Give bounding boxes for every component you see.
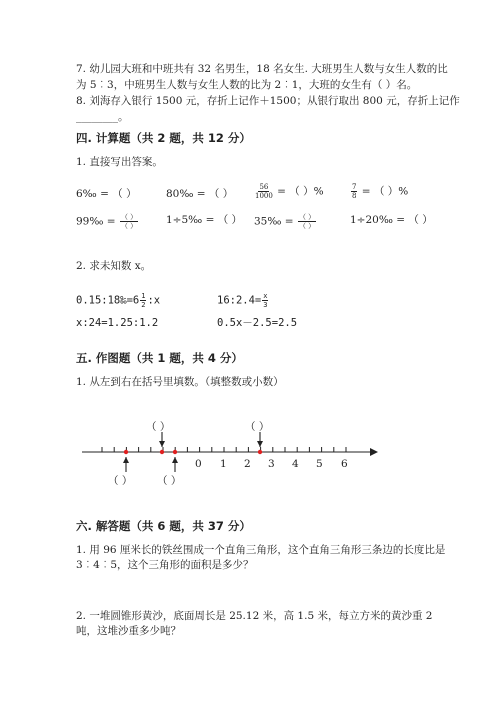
marked-point bbox=[124, 450, 128, 454]
pointer-arrow-icon bbox=[257, 441, 263, 447]
equation-4: 0.5x－2.5=2.5 bbox=[217, 317, 298, 329]
blank-lower-1[interactable]: （ ） bbox=[108, 475, 133, 487]
equation-2: 16:2.4= $\frac{x}{3}$ bbox=[217, 292, 268, 309]
marked-point bbox=[258, 450, 262, 454]
marked-point bbox=[173, 450, 177, 454]
calc-r2c1: 99‰ = $\frac{( )}{( )}$ bbox=[76, 213, 138, 230]
s6-q2-line1: 2. 一堆圆锥形黄沙，底面周长是 25.12 米，高 1.5 米，每立方米的黄沙重 2 bbox=[76, 610, 433, 622]
section5-heading: 五. 作图题（共 1 题，共 4 分） bbox=[76, 351, 243, 365]
calc-r2c4: 1÷20‰ = （ ） bbox=[350, 214, 433, 226]
tick-label-1: 1 bbox=[220, 458, 227, 470]
fraction-blank[interactable]: $\frac{( )}{( )}$ bbox=[120, 213, 138, 230]
q7-line1: 7. 幼儿园大班和中班共有 32 名男生，18 名女生. 大班男生人数与女生人数的比 bbox=[76, 63, 448, 75]
q8-line2: ________。 bbox=[76, 111, 129, 123]
calc-r2c2: 1÷5‰ = （ ） bbox=[166, 214, 243, 226]
tick-label-4: 4 bbox=[292, 458, 299, 470]
pointer-arrow-icon bbox=[159, 441, 165, 447]
tick-label-3: 3 bbox=[268, 458, 275, 470]
tick-label-0: 0 bbox=[195, 458, 202, 470]
s6-q1-line2: 3︰4︰5，这个三角形的面积是多少？ bbox=[76, 559, 254, 571]
equation-1: 0.15:18‰=6 $\frac{1}{2}$ :x bbox=[76, 292, 161, 309]
fraction: $\frac{x}{3}$ bbox=[263, 292, 268, 309]
blank-upper-2[interactable]: （ ） bbox=[245, 421, 270, 433]
tick-label-2: 2 bbox=[244, 458, 251, 470]
pointer-arrow-icon bbox=[172, 457, 178, 463]
section4-heading: 四. 计算题（共 2 题，共 12 分） bbox=[76, 131, 251, 145]
q7-line2: 为 5︰3，中班男生人数与女生人数的比为 2︰1，大班的女生有（ ）名。 bbox=[76, 79, 418, 91]
fraction-blank[interactable]: $\frac{( )}{( )}$ bbox=[298, 213, 316, 230]
arrow-head-icon bbox=[370, 448, 378, 456]
s6-q2-line2: 吨，这堆沙重多少吨？ bbox=[76, 625, 181, 637]
calc-r2c3: 35‰ = $\frac{( )}{( )}$ bbox=[254, 213, 316, 230]
pointer-arrow-icon bbox=[123, 457, 129, 463]
calc-r1c3: $\frac{56}{1000}$ = （ ）% bbox=[255, 183, 324, 200]
s4-q1-title: 1. 直接写出答案。 bbox=[76, 156, 163, 168]
tick-marks bbox=[102, 447, 346, 452]
calc-r1c4: $\frac{7}{8}$ = （ ）% bbox=[352, 183, 409, 200]
s5-q1-text: 1. 从左到右在括号里填数。（填整数或小数） bbox=[76, 376, 284, 388]
calc-r1c2: 80‰ = （ ） bbox=[166, 188, 234, 200]
fraction: $\frac{7}{8}$ bbox=[352, 183, 357, 200]
fraction: $\frac{56}{1000}$ bbox=[255, 183, 273, 200]
blank-lower-2[interactable]: （ ） bbox=[157, 475, 182, 487]
section6-heading: 六. 解答题（共 6 题，共 37 分） bbox=[76, 519, 251, 533]
fraction: $\frac{1}{2}$ bbox=[141, 292, 146, 309]
marked-point bbox=[160, 450, 164, 454]
s4-q2-title: 2. 求未知数 x。 bbox=[76, 260, 152, 272]
tick-label-6: 6 bbox=[341, 458, 348, 470]
calc-r1c1: 6‰ = （ ） bbox=[76, 188, 137, 200]
equation-3: x:24=1.25:1.2 bbox=[76, 317, 159, 329]
s6-q1-line1: 1. 用 96 厘米长的铁丝围成一个直角三角形，这个直角三角形三条边的长度比是 bbox=[76, 544, 446, 556]
q8-line1: 8. 刘海存入银行 1500 元，存折上记作＋1500；从银行取出 800 元，存折上记作 bbox=[76, 95, 460, 107]
tick-label-5: 5 bbox=[316, 458, 323, 470]
blank-upper-1[interactable]: （ ） bbox=[146, 421, 171, 433]
